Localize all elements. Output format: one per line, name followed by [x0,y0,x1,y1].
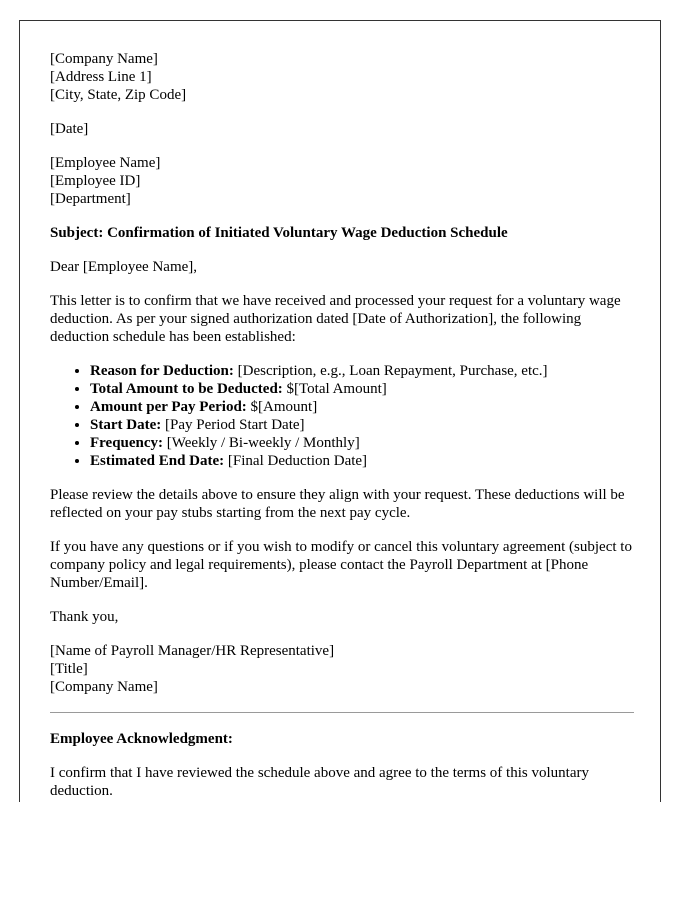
acknowledgment-heading: Employee Acknowledgment: [50,731,233,747]
salutation: Dear [Employee Name], [50,259,198,275]
sender-company-name: [Company Name] [50,51,158,67]
deduction-schedule-list [50,362,634,470]
intro-paragraph: This letter is to confirm that we have received and processed your request for a voluntary wage deduction. As per your signed authorization dated [Date of Authorization], the following deduction schedule has been established: [50,293,621,345]
signature-title: [Title] [50,661,88,677]
acknowledgment-text: I confirm that I have reviewed the schedule above and agree to the terms of this voluntary deduction. [50,765,589,799]
review-paragraph: Please review the details above to ensure they align with your request. These deductions will be reflected on your pay stubs starting from the next pay cycle. [50,487,625,521]
schedule-label: Estimated End Date: [90,453,225,469]
closing: Thank you, [50,609,119,625]
sender-city-state-zip: [City, State, Zip Code] [50,87,187,103]
list-item [90,398,634,416]
sender-address [50,50,634,104]
recipient-address [50,154,634,208]
schedule-value: [Description, e.g., Loan Repayment, Purchase, etc.] [233,363,548,379]
questions-paragraph: If you have any questions or if you wish to modify or cancel this voluntary agreement (subject to company policy and legal requirements), please contact the Payroll Department at [Phone Number/Email]. [50,539,632,591]
signature-block [50,642,634,696]
recipient-employee-id: [Employee ID] [50,173,141,189]
letter-page [19,20,661,802]
section-divider [50,712,634,713]
schedule-label: Amount per Pay Period: [90,399,247,415]
schedule-value: [Final Deduction Date] [224,453,368,469]
signature-name: [Name of Payroll Manager/HR Representative] [50,643,335,659]
schedule-value: [Weekly / Bi-weekly / Monthly] [163,435,360,451]
signature-company: [Company Name] [50,679,158,695]
schedule-label: Reason for Deduction: [90,363,234,379]
letter-date [50,120,634,138]
schedule-value: $[Total Amount] [282,381,387,397]
schedule-value: [Pay Period Start Date] [161,417,305,433]
schedule-label: Start Date: [90,417,162,433]
letter-content [50,50,634,802]
list-item [90,434,634,452]
sender-address-line1: [Address Line 1] [50,69,152,85]
schedule-label: Total Amount to be Deducted: [90,381,283,397]
letter-subject: Subject: Confirmation of Initiated Voluntary Wage Deduction Schedule [50,225,508,241]
list-item [90,380,634,398]
date-text: [Date] [50,121,89,137]
list-item [90,362,634,380]
list-item [90,452,634,470]
recipient-employee-name: [Employee Name] [50,155,161,171]
schedule-label: Frequency: [90,435,164,451]
schedule-value: $[Amount] [246,399,318,415]
list-item [90,416,634,434]
recipient-department: [Department] [50,191,131,207]
